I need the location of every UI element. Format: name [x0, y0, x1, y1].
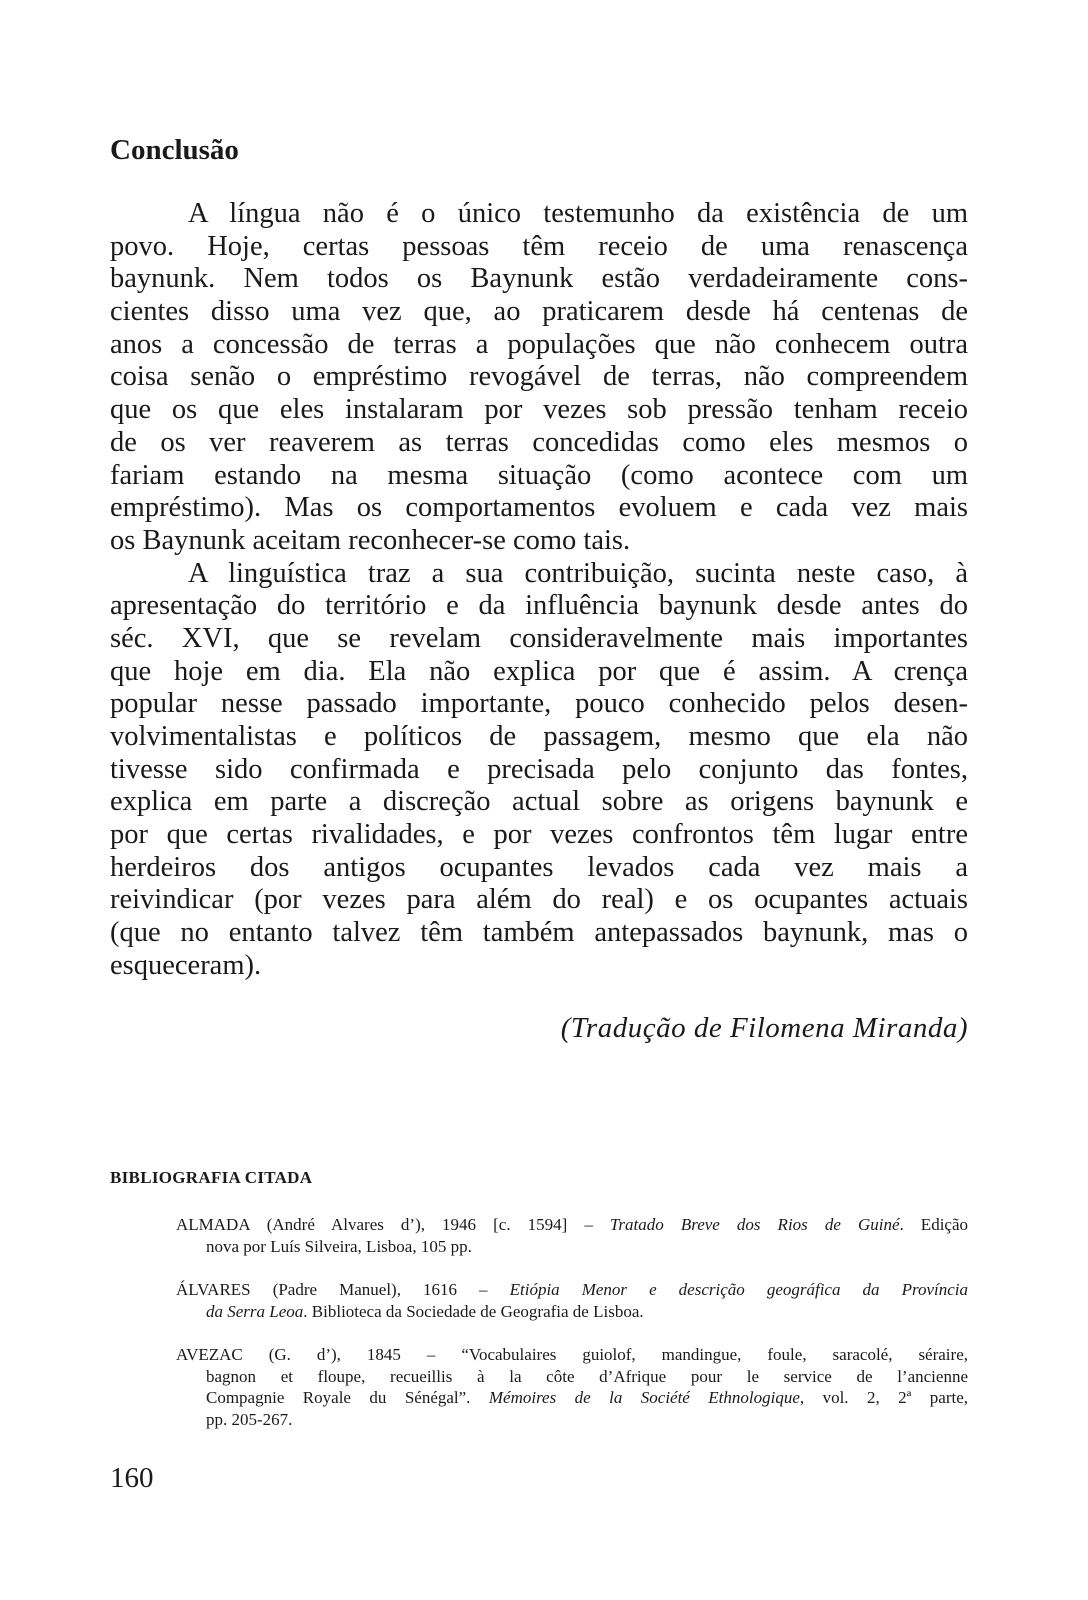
- bibliography-line: [176, 1214, 968, 1236]
- paragraph-2-line: por que certas rivalidades, e por vezes confrontos têm lugar entre: [110, 819, 968, 851]
- bibliography-title: Tratado Breve dos Rios de Guiné: [609, 1215, 900, 1234]
- paragraph-2-line: A linguística traz a sua contribuição, sucinta neste caso, à: [188, 557, 968, 589]
- bibliography-text: bagnon et floupe, recueillis à la côte d’Afrique pour le service de l’ancienne: [206, 1366, 968, 1386]
- bibliography-line: [176, 1366, 968, 1388]
- paragraph-1-line: coisa senão o empréstimo revogável de terras, não compreendem: [110, 361, 968, 393]
- paragraph-1-line: de os ver reaverem as terras concedidas como eles mesmos o: [110, 426, 968, 458]
- bibliography-line: [176, 1279, 968, 1301]
- bibliography-heading: BIBLIOGRAFIA CITADA: [110, 1168, 313, 1187]
- paragraph-2-line: (que no entanto talvez têm também antepassados baynunk, mas o: [110, 917, 968, 949]
- bibliography-list: [176, 1214, 968, 1452]
- paragraph-2-line: popular nesse passado importante, pouco conhecido pelos desen-: [110, 688, 968, 720]
- page-number: 160: [110, 1462, 154, 1494]
- paragraph-2-line: séc. XVI, que se revelam consideravelmente mais importantes: [110, 622, 968, 654]
- paragraph-1-line: empréstimo). Mas os comportamentos evoluem e cada vez mais: [110, 492, 968, 524]
- bibliography-line: [176, 1409, 968, 1431]
- bibliography-title: Etiópia Menor e descrição geográfica da Província: [509, 1280, 968, 1299]
- paragraph-1-line: baynunk. Nem todos os Baynunk estão verdadeiramente cons-: [110, 263, 968, 295]
- paragraph-2-line: apresentação do território e da influência baynunk desde antes do: [110, 590, 968, 622]
- bibliography-entry: [176, 1214, 968, 1257]
- paragraph-2-line: esqueceram).: [110, 949, 262, 981]
- bibliography-line: [176, 1344, 968, 1366]
- bibliography-text: pp. 205-267.: [206, 1409, 293, 1429]
- paragraph-2-line: reivindicar (por vezes para além do real) e os ocupantes actuais: [110, 884, 968, 916]
- paragraph-2-line: volvimentalistas e políticos de passagem, mesmo que ela não: [110, 721, 968, 752]
- bibliography-line: [176, 1301, 968, 1323]
- bibliography-text: AVEZAC (G. d’), 1845 – “Vocabulaires guiolof, mandingue, foule, saracolé, séraire,: [176, 1345, 968, 1364]
- bibliography-text: Compagnie Royale du Sénégal”.: [206, 1388, 489, 1407]
- translation-credit: (Tradução de Filomena Miranda): [560, 1012, 968, 1044]
- bibliography-text: ALMADA (André Alvares d’), 1946 [c. 1594] –: [176, 1215, 610, 1234]
- bibliography-title: da Serra Leoa: [206, 1301, 304, 1321]
- bibliography-title: Mémoires de la Société Ethnologique: [488, 1388, 800, 1407]
- paragraph-1-line: anos a concessão de terras a populações que não conhecem outra: [110, 328, 968, 360]
- bibliography-text: ÁLVARES (Padre Manuel), 1616 –: [176, 1280, 510, 1299]
- bibliography-entry: [176, 1344, 968, 1430]
- paragraph-1-line: A língua não é o único testemunho da existência de um: [188, 198, 968, 229]
- paragraph-1-line: povo. Hoje, certas pessoas têm receio de uma renascença: [110, 230, 968, 262]
- bibliography-text: , vol. 2, 2ª parte,: [799, 1388, 968, 1407]
- paragraph-1-line: fariam estando na mesma situação (como acontece com um: [110, 459, 968, 491]
- bibliography-entry: [176, 1279, 968, 1322]
- bibliography-line: [176, 1387, 968, 1409]
- paragraph-1-line: os Baynunk aceitam reconhecer-se como tais.: [110, 524, 631, 556]
- paragraph-2-line: herdeiros dos antigos ocupantes levados cada vez mais a: [110, 851, 968, 883]
- paragraph-1-line: que os que eles instalaram por vezes sob pressão tenham receio: [110, 394, 968, 426]
- bibliography-text: . Biblioteca da Sociedade de Geografia de Lisboa.: [303, 1301, 644, 1321]
- paragraph-1-line: cientes disso uma vez que, ao praticarem desde há centenas de: [110, 296, 968, 328]
- bibliography-text: . Edição: [899, 1215, 969, 1234]
- paragraph-2-line: tivesse sido confirmada e precisada pelo conjunto das fontes,: [110, 753, 968, 785]
- paragraph-2-line: que hoje em dia. Ela não explica por que é assim. A crença: [110, 655, 968, 687]
- bibliography-line: [176, 1236, 968, 1258]
- paragraph-2-line: explica em parte a discreção actual sobre as origens baynunk e: [110, 786, 968, 818]
- body-text: [110, 198, 968, 983]
- bibliography-text: nova por Luís Silveira, Lisboa, 105 pp.: [206, 1236, 472, 1256]
- section-title: Conclusão: [110, 134, 239, 166]
